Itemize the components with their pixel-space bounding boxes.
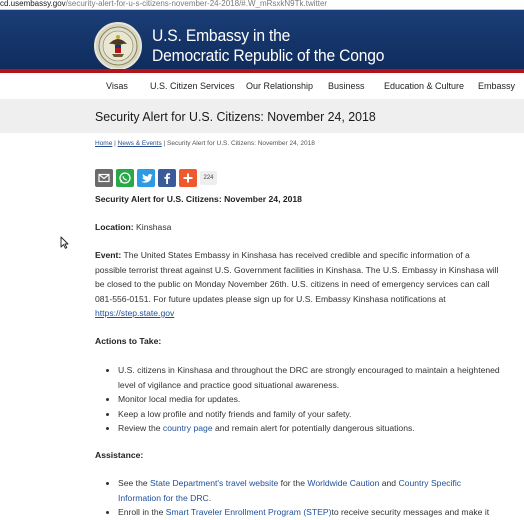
country-page-link[interactable]: country page bbox=[162, 423, 213, 433]
location-label: Location: bbox=[95, 222, 134, 232]
breadcrumb-news-link[interactable]: News & Events bbox=[117, 140, 162, 147]
step-program-link[interactable]: Smart Traveler Enrollment Program (STEP) bbox=[165, 507, 332, 517]
breadcrumb bbox=[95, 140, 515, 147]
step-link[interactable]: https://step.state.gov bbox=[95, 308, 175, 318]
list-item bbox=[118, 505, 518, 520]
event-text-line3: be closed to the public on Monday November 26th. U.S. citizens in need of emergency services can call bbox=[95, 279, 490, 289]
breadcrumb-area bbox=[95, 140, 515, 147]
event-text-line1: The United States Embassy in Kinshasa has received credible and specific information of a bbox=[121, 250, 470, 260]
page-header bbox=[0, 99, 524, 133]
assistance-text: . bbox=[208, 492, 212, 503]
list-item bbox=[118, 421, 518, 436]
country-specific-info-link[interactable]: Country Specific bbox=[398, 478, 462, 488]
location-paragraph bbox=[95, 220, 171, 235]
whatsapp-icon bbox=[116, 169, 134, 187]
nav-item-embassy[interactable]: Embassy bbox=[478, 81, 516, 91]
worldwide-caution-link[interactable]: Worldwide Caution bbox=[307, 478, 380, 488]
assistance-text: Enroll in the bbox=[118, 507, 166, 517]
main-nav bbox=[0, 73, 524, 100]
email-share-button[interactable] bbox=[95, 169, 113, 187]
mouse-cursor-icon bbox=[60, 236, 69, 249]
country-specific-info-link-cont[interactable]: Information for the DRC bbox=[118, 492, 209, 503]
action-text: Review the bbox=[118, 423, 163, 433]
event-text-line4: 081-556-0151. For future updates please sign up for U.S. Embassy Kinshasa notifications at bbox=[95, 293, 446, 304]
breadcrumb-home-link[interactable]: Home bbox=[95, 140, 113, 147]
email-icon bbox=[95, 169, 113, 187]
assistance-list bbox=[104, 476, 518, 520]
url-host: cd.usembassy.gov bbox=[0, 0, 66, 8]
nav-item-business[interactable]: Business bbox=[328, 81, 365, 91]
list-item bbox=[118, 476, 518, 505]
embassy-seal-logo[interactable] bbox=[94, 22, 142, 70]
nav-item-education-culture[interactable]: Education & Culture bbox=[384, 81, 465, 91]
twitter-icon bbox=[137, 169, 155, 187]
embassy-title-line2: Democratic Republic of the Congo bbox=[152, 46, 385, 65]
action-text: Keep a low profile and notify friends and family of your safety. bbox=[118, 408, 352, 419]
embassy-title-line1: U.S. Embassy in the bbox=[152, 26, 291, 45]
more-share-button[interactable] bbox=[179, 169, 197, 187]
list-item bbox=[118, 407, 518, 422]
action-text: level of vigilance and practice good situational awareness. bbox=[118, 379, 340, 390]
nav-item-visas[interactable]: Visas bbox=[106, 81, 128, 91]
address-bar[interactable] bbox=[0, 0, 524, 10]
event-label: Event: bbox=[95, 250, 122, 260]
share-count-badge: 224 bbox=[200, 171, 217, 185]
assistance-text: and bbox=[379, 478, 399, 488]
actions-list bbox=[104, 363, 518, 436]
list-item bbox=[118, 363, 518, 392]
event-text-line2: possible terrorist threat against U.S. Government facilities in Kinshasa. The U.S. Embassy in Kinshasa will bbox=[95, 264, 499, 275]
action-text: U.S. citizens in Kinshasa and throughout the DRC are strongly encouraged to maintain a heightened bbox=[118, 365, 500, 375]
add-icon bbox=[179, 169, 197, 187]
action-text: and remain alert for potentially dangerous situations. bbox=[212, 423, 415, 433]
article-heading: Security Alert for U.S. Citizens: November 24, 2018 bbox=[95, 194, 302, 204]
event-line bbox=[95, 248, 520, 263]
nav-item-citizen-services[interactable]: U.S. Citizen Services bbox=[150, 81, 235, 91]
action-text: Monitor local media for updates. bbox=[118, 394, 241, 404]
breadcrumb-separator: | bbox=[161, 140, 168, 147]
twitter-share-button[interactable] bbox=[137, 169, 155, 187]
location-value: Kinshasa bbox=[133, 222, 172, 232]
url-path: /security-alert-for-u-s-citizens-november-24-2018/#.W_mRsxkN9Tk.twitter bbox=[65, 0, 328, 8]
assistance-text: for the bbox=[278, 478, 308, 488]
assistance-text: to receive security messages and make it bbox=[331, 507, 490, 517]
list-item bbox=[118, 392, 518, 407]
assistance-text: See the bbox=[118, 478, 151, 488]
nav-item-relationship[interactable]: Our Relationship bbox=[246, 81, 314, 91]
assistance-heading: Assistance: bbox=[95, 450, 144, 460]
page-title: Security Alert for U.S. Citizens: November 24, 2018 bbox=[95, 109, 376, 124]
facebook-icon bbox=[158, 169, 176, 187]
breadcrumb-separator: | bbox=[112, 140, 118, 147]
embassy-title[interactable] bbox=[152, 26, 384, 66]
actions-heading: Actions to Take: bbox=[95, 336, 162, 346]
facebook-share-button[interactable] bbox=[158, 169, 176, 187]
site-banner bbox=[0, 10, 524, 69]
breadcrumb-current: Security Alert for U.S. Citizens: November 24, 2018 bbox=[167, 140, 315, 147]
event-paragraph bbox=[95, 248, 520, 321]
travel-website-link[interactable]: State Department's travel website bbox=[150, 478, 279, 488]
whatsapp-share-button[interactable] bbox=[116, 169, 134, 187]
